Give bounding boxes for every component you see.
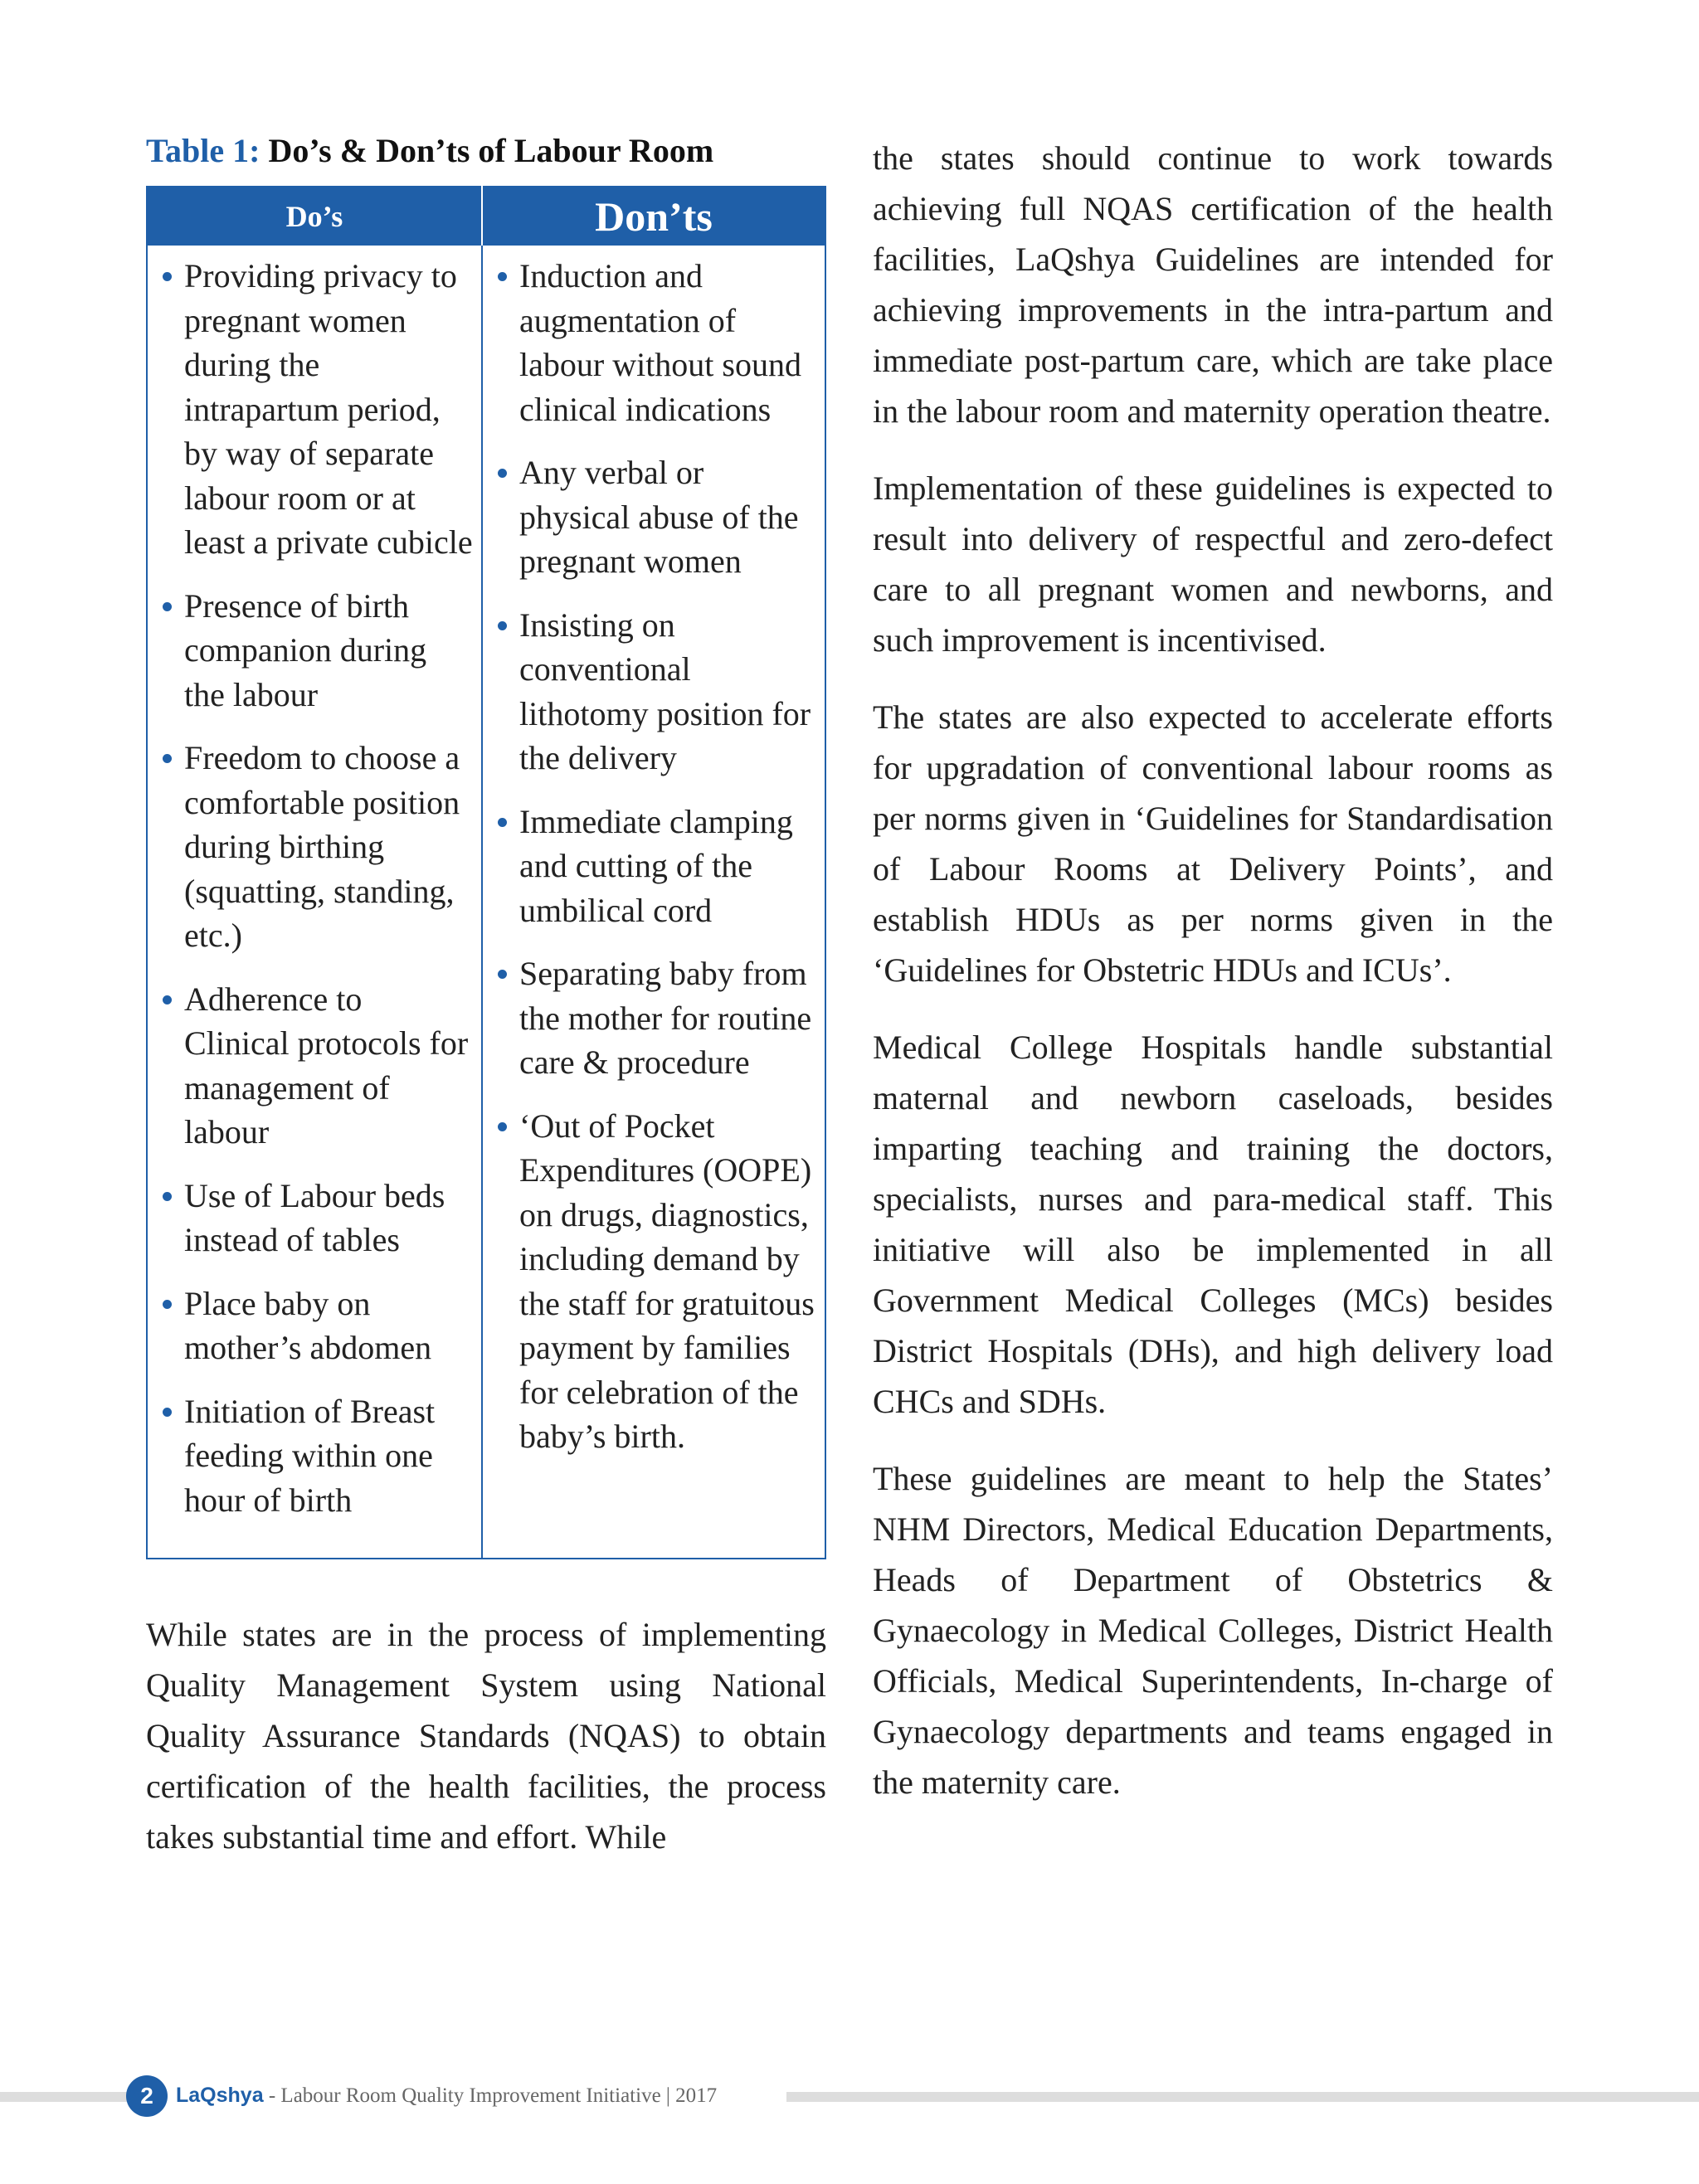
donts-item: Any verbal or physical abuse of the pregnant women — [491, 450, 816, 584]
donts-header: Don’ts — [482, 187, 825, 246]
donts-item: Insisting on conventional lithotomy position for the delivery — [491, 603, 816, 781]
dos-item: Presence of birth companion during the labour — [156, 584, 473, 717]
right-column — [873, 133, 1553, 1834]
table-caption — [146, 133, 826, 169]
table-header-row — [147, 187, 825, 246]
footer-text — [176, 2080, 717, 2111]
body-paragraph: Medical College Hospitals handle substantial maternal and newborn caseloads, besides imparting teaching and training the doctors, specialists, nurses and para-medical staff. This initiative will also be implemented in all Government Medical Colleges (MCs) besides District Hospitals (DHs), and high delivery load CHCs and SDHs. — [873, 1029, 1553, 1420]
body-paragraph: Implementation of these guidelines is expected to result into delivery of respectful and zero-defect care to all pregnant women and newborns, and such improvement is incentivised. — [873, 469, 1553, 659]
footer-rule-left — [0, 2092, 131, 2102]
dos-header: Do’s — [147, 187, 482, 246]
body-paragraph: While states are in the process of implementing Quality Management System using National Quality Assurance Standards (NQAS) to obtain certification of the health facilities, the process takes substantial time and effort. While — [146, 1616, 826, 1856]
left-column — [146, 133, 826, 1889]
page-number-badge: 2 — [126, 2075, 168, 2117]
dos-item: Use of Labour beds instead of tables — [156, 1174, 473, 1262]
dos-item: Providing privacy to pregnant women during the intrapartum period, by way of separate labour room or at least a private cubicle — [156, 254, 473, 565]
dos-donts-table — [146, 186, 826, 1559]
table-caption-title: Do’s & Don’ts of Labour Room — [260, 132, 714, 169]
body-paragraph: the states should continue to work towards achieving full NQAS certification of the health facilities, LaQshya Guidelines are intended for achieving improvements in the intra-partum and immediate post-partum care, which are take place in the labour room and maternity operation theatre. — [873, 139, 1553, 430]
body-paragraph: These guidelines are meant to help the States’ NHM Directors, Medical Education Departments, Heads of Department of Obstetrics & Gynaecology in Medical Colleges, District Health Officials, Medical Superintendents, In-charge of Gynaecology departments and teams engaged in the maternity care. — [873, 1460, 1553, 1801]
donts-list — [491, 254, 816, 1459]
dos-item: Freedom to choose a comfortable position during birthing (squatting, standing, etc.) — [156, 736, 473, 958]
dos-item: Initiation of Breast feeding within one hour of birth — [156, 1389, 473, 1523]
footer-caption: - Labour Room Quality Improvement Initiative | 2017 — [263, 2084, 718, 2107]
page-footer — [0, 2072, 1699, 2117]
footer-rule-right — [786, 2092, 1699, 2102]
footer-brand: LaQshya — [176, 2084, 264, 2107]
dos-item: Place baby on mother’s abdomen — [156, 1282, 473, 1370]
donts-item: Separating baby from the mother for routine care & procedure — [491, 951, 816, 1085]
body-paragraph: The states are also expected to accelerate efforts for upgradation of conventional labour rooms as per norms given in ‘Guidelines for Standardisation of Labour Rooms at Delivery Points’, and establish HDUs as per norms given in the ‘Guidelines for Obstetric HDUs and ICUs’. — [873, 698, 1553, 989]
table-caption-label: Table 1: — [146, 132, 260, 169]
dos-item: Adherence to Clinical protocols for management of labour — [156, 977, 473, 1155]
dos-cell — [147, 246, 482, 1559]
donts-item: ‘Out of Pocket Expenditures (OOPE) on drugs, diagnostics, including demand by the staff for gratuitous payment by families for celebration of the baby’s birth. — [491, 1104, 816, 1459]
dos-list — [156, 254, 473, 1522]
donts-item: Immediate clamping and cutting of the umbilical cord — [491, 800, 816, 933]
donts-item: Induction and augmentation of labour without sound clinical indications — [491, 254, 816, 431]
donts-cell — [482, 246, 825, 1559]
table-body-row — [147, 246, 825, 1559]
